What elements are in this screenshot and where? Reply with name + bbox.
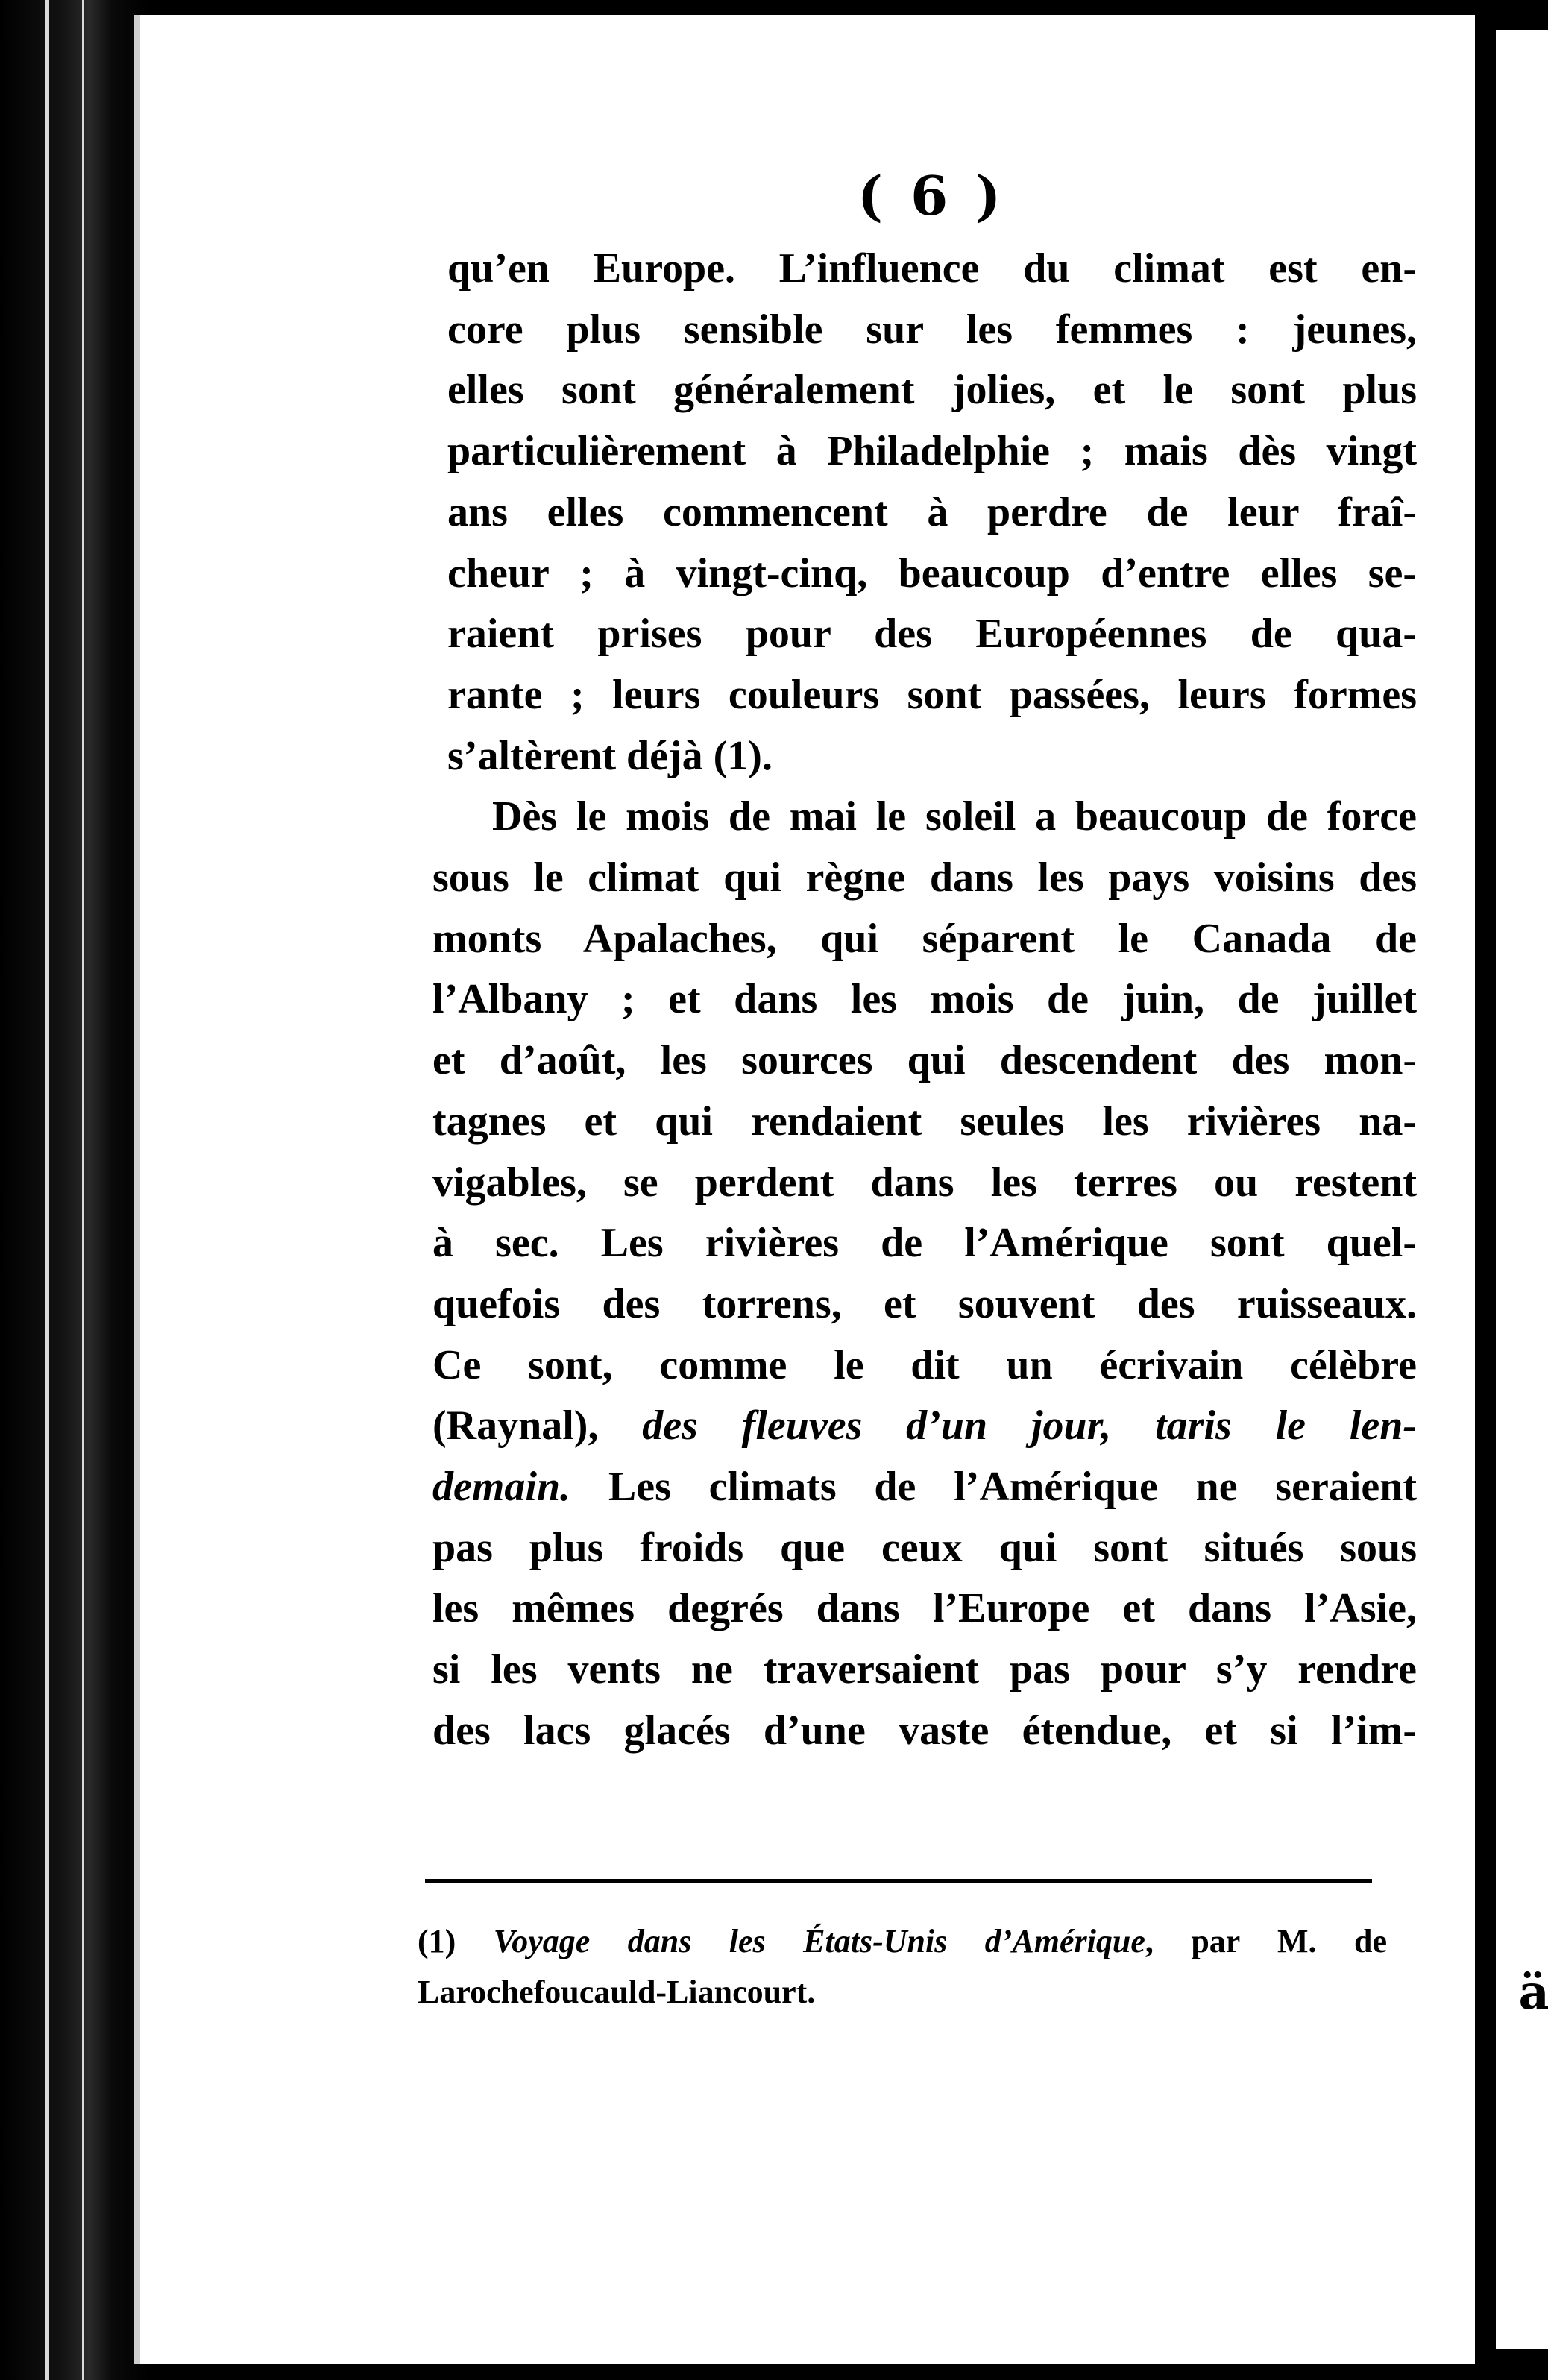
text-line: qu’en Europe. L’influence du climat est en-: [447, 245, 1417, 292]
text-line: si les vents ne traversaient pas pour s’y rendre: [432, 1646, 1417, 1693]
footnote-line: Larochefoucauld-Liancourt.: [418, 1974, 816, 2010]
paragraph-start-line: Dès le mois de mai le soleil a beaucoup de force: [492, 793, 1417, 840]
quotation-italic: des fleuves d’un jour, taris le len-: [642, 1402, 1417, 1449]
text-line: les mêmes degrés dans l’Europe et dans l’Asie,: [432, 1585, 1417, 1632]
footnote: [418, 1916, 1387, 2018]
binding-edge: [45, 0, 49, 2380]
page-number: ( 6 ): [858, 164, 1006, 227]
next-page-fragment: ä: [1518, 1965, 1547, 2021]
raynal-text: (Raynal),: [432, 1402, 643, 1449]
text-line: sous le climat qui règne dans les pays voisins des: [432, 854, 1417, 901]
footnote-rule: [425, 1879, 1372, 1883]
text-line: core plus sensible sur les femmes : jeunes,: [447, 306, 1417, 353]
text-line: tagnes et qui rendaient seules les rivières na-: [432, 1098, 1417, 1145]
text-line: quefois des torrens, et souvent des ruisseaux.: [432, 1280, 1417, 1327]
text-line: raient prises pour des Européennes de qua-: [447, 611, 1417, 658]
text-line: vigables, se perdent dans les terres ou restent: [432, 1159, 1417, 1206]
footnote-marker: (1): [418, 1923, 494, 1959]
text-line-raynal: [432, 1396, 1417, 1457]
text-line: des lacs glacés d’une vaste étendue, et si l’im-: [432, 1707, 1417, 1754]
footnote-line: [418, 1916, 1387, 1967]
quotation-italic-end: demain.: [432, 1464, 571, 1511]
text-line: monts Apalaches, qui séparent le Canada de: [432, 915, 1417, 962]
book-binding: [0, 0, 149, 2380]
text-line: elles sont généralement jolies, et le sont plus: [447, 367, 1417, 414]
text-line: pas plus froids que ceux qui sont situés sous: [432, 1524, 1417, 1571]
text-line: rante ; leurs couleurs sont passées, leurs formes: [447, 671, 1417, 718]
text-line: s’altèrent déjà (1).: [447, 732, 773, 779]
text-line: à sec. Les rivières de l’Amérique sont quel-: [432, 1220, 1417, 1267]
next-page-edge: [1485, 30, 1548, 2349]
text-line: l’Albany ; et dans les mois de juin, de juillet: [432, 976, 1417, 1023]
text-line: particulièrement à Philadelphie ; mais dès vingt: [447, 428, 1417, 475]
text-line: ans elles commencent à perdre de leur fraî-: [447, 488, 1417, 535]
text-line: et d’août, les sources qui descendent des mon-: [432, 1037, 1417, 1084]
demain-continuation: Les climats de l’Amérique ne seraient: [570, 1464, 1417, 1511]
text-line: cheur ; à vingt-cinq, beaucoup d’entre elles se-: [447, 550, 1417, 596]
text-line-demain: [432, 1457, 1417, 1518]
text-line: Ce sont, comme le dit un écrivain célèbre: [432, 1341, 1417, 1388]
binding-edge: [82, 0, 84, 2380]
footnote-author-prefix: , par M. de: [1145, 1923, 1387, 1959]
body-text: [432, 239, 1417, 1762]
footnote-title: Voyage dans les États-Unis d’Amérique: [493, 1923, 1145, 1959]
